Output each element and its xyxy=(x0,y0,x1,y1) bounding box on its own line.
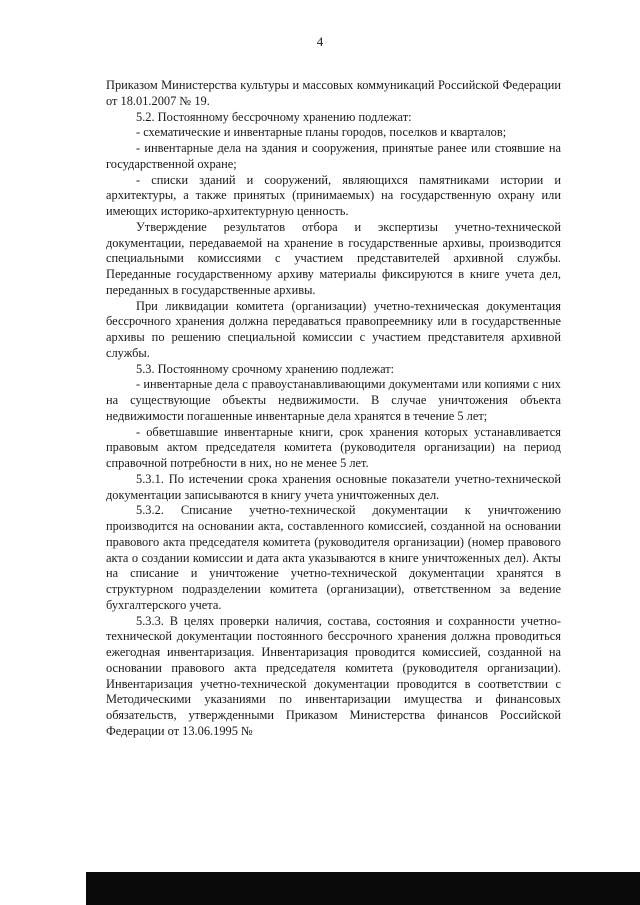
paragraph: Приказом Министерства культуры и массовых коммуникаций Российской Федерации от 18.01.2007 № 19. xyxy=(106,78,561,108)
scan-edge-bar xyxy=(86,872,640,905)
paragraph: 5.3.1. По истечении срока хранения основные показатели учетно-технической документации записываются в книгу учета уничтоженных дел. xyxy=(106,471,561,502)
paragraph: - обветшавшие инвентарные книги, срок хранения которых устанавливается правовым актом председателя комитета (руководителя организации) на период справочной потребности в них, но не менее 5 лет. xyxy=(106,424,561,470)
paragraph: 5.2. Постоянному бессрочному хранению подлежат: xyxy=(136,109,412,124)
paragraph: 5.3.3. В целях проверки наличия, состава, состояния и сохранности учетно-технической документации постоянного бессрочного хранения должна проводиться ежегодная инвентаризация. Инвентаризация проводится комиссией, созданной на основании правового акта председателя комитета (руководителя организации). Инвентаризация учетно-технической документации проводится в соответствии с Методическими указаниями по инвентаризации имущества и финансовых обязательств, утвержденными Приказом Министерства финансов Российской Федерации от 13.06.1995 № xyxy=(106,613,561,738)
paragraph: - списки зданий и сооружений, являющихся памятниками истории и архитектуры, а также принятых (принимаемых) на государственную охрану или имеющих историко-архитектурную ценность. xyxy=(106,172,561,218)
paragraph: - инвентарные дела на здания и сооружения, принятые ранее или стоявшие на государственной охране; xyxy=(106,141,561,171)
paragraph: При ликвидации комитета (организации) учетно-техническая документация бессрочного хранения должна передаваться правопреемнику или в государственные архивы по решению специальной комиссии с участием представителя архивной службы. xyxy=(106,298,561,360)
paragraph: Утверждение результатов отбора и экспертизы учетно-технической документации, передаваемой на хранение в государственные архивы, производится специальными комиссиями с участием представителей архивной службы. Переданные государственному архиву материалы фиксируются в книге учета дел, переданных в государственные архивы. xyxy=(106,219,561,297)
paragraph: - инвентарные дела с правоустанавливающими документами или копиями с них на существующие объекты недвижимости. В случае уничтожения объекта недвижимости погашенные инвентарные дела хранятся в течение 5 лет; xyxy=(106,377,561,423)
paragraph: 5.3.2. Списание учетно-технической документации к уничтожению производится на основании акта, составленного комиссией, созданной на основании правового акта председателя комитета (руководителя организации) (номер правового акта о создании комиссии и дата акта указываются в книге уничтоженных дел). Акты на списание и уничтожение учетно-технической документации хранятся в структурном подразделении комитета (организации), ответственном за ведение бухгалтерского учета. xyxy=(106,503,561,612)
paragraph: - схематические и инвентарные планы городов, поселков и кварталов; xyxy=(136,125,507,140)
page-number: 4 xyxy=(316,34,324,49)
paragraph: 5.3. Постоянному срочному хранению подлежат: xyxy=(136,361,395,376)
document-body xyxy=(106,78,561,740)
